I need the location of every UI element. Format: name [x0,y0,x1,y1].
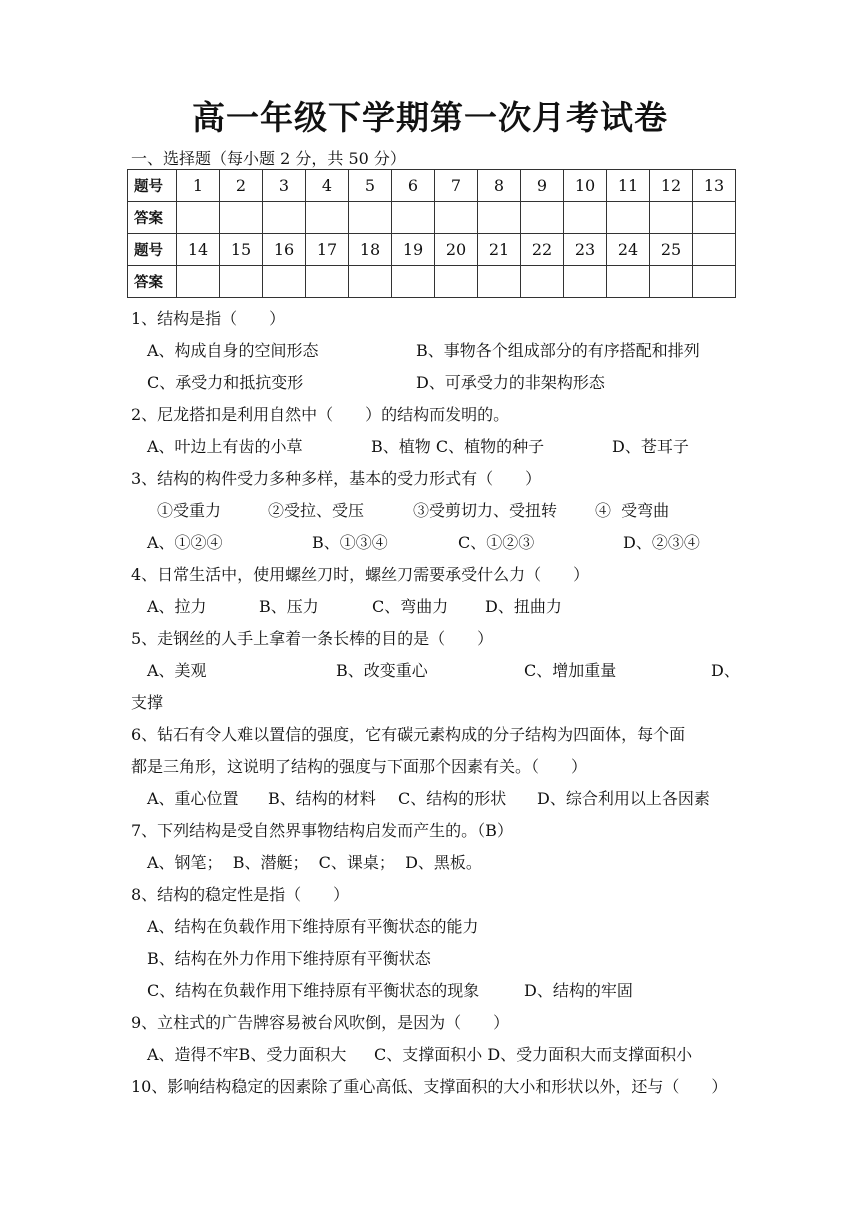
option-text: A、钢笔； B、潜艇； C、课桌； D、黑板。 [147,853,482,872]
answer-cell[interactable] [521,202,564,234]
option-text: A、构成自身的空间形态 [147,341,319,360]
answer-cell[interactable] [521,266,564,298]
question-number: 17 [306,234,349,266]
option-text: A、①②④ [147,533,223,552]
answer-cell[interactable] [478,202,521,234]
question-number: 9 [521,170,564,202]
statement-text: ④ 受弯曲 [595,501,670,520]
question-1-stem: 1、结构是指（ ） [131,309,286,328]
option-text: C、①②③ [458,533,535,552]
option-text: C、结构的形状 [398,789,507,808]
answer-cell[interactable] [220,202,263,234]
answer-cell[interactable] [306,202,349,234]
question-3-stem: 3、结构的构件受力多种多样，基本的受力形式有（ ） [131,469,542,488]
answer-cell[interactable] [392,266,435,298]
option-text: D、 [711,661,740,680]
answer-cell[interactable] [650,202,693,234]
question-number: 22 [521,234,564,266]
answer-cell[interactable] [693,266,736,298]
option-text: C、承受力和抵抗变形 [147,373,304,392]
question-number: 10 [564,170,607,202]
answer-cell[interactable] [435,266,478,298]
answer-cell[interactable] [693,202,736,234]
answer-cell[interactable] [349,266,392,298]
question-number: 16 [263,234,306,266]
row-label: 答案 [128,266,177,298]
question-7-stem: 7、下列结构是受自然界事物结构启发而产生的。（B） [131,821,513,840]
answer-cell[interactable] [177,266,220,298]
option-text: A、美观 [147,661,207,680]
option-text: B、事物各个组成部分的有序搭配和排列 [416,341,700,360]
answer-grid [127,169,736,298]
section-heading: 一、选择题（每小题 2 分，共 50 分） [131,149,406,168]
question-number-row [128,170,736,202]
question-9-stem: 9、立柱式的广告牌容易被台风吹倒，是因为（ ） [131,1013,510,1032]
question-number: 20 [435,234,478,266]
option-text: C、支撑面积小 D、受力面积大而支撑面积小 [374,1045,693,1064]
answer-cell[interactable] [435,202,478,234]
question-number: 12 [650,170,693,202]
question-number: 25 [650,234,693,266]
question-number: 14 [177,234,220,266]
answer-cell[interactable] [607,202,650,234]
answer-cell[interactable] [564,202,607,234]
question-number: 23 [564,234,607,266]
question-number: 6 [392,170,435,202]
row-label: 答案 [128,202,177,234]
option-text: B、①③④ [312,533,388,552]
answer-cell[interactable] [263,202,306,234]
option-text: A、拉力 [147,597,207,616]
question-10-stem: 10、影响结构稳定的因素除了重心高低、支撑面积的大小和形状以外，还与（ ） [131,1077,728,1096]
question-number: 5 [349,170,392,202]
answer-cell[interactable] [392,202,435,234]
option-text: C、结构在负载作用下维持原有平衡状态的现象 [147,981,480,1000]
answer-cell[interactable] [349,202,392,234]
option-text: A、重心位置 [147,789,239,808]
row-label: 题号 [128,170,177,202]
option-text: D、可承受力的非架构形态 [416,373,605,392]
exam-title: 高一年级下学期第一次月考试卷 [192,98,668,137]
question-8-stem: 8、结构的稳定性是指（ ） [131,885,350,904]
statement-text: ①受重力 [157,501,222,520]
question-number: 13 [693,170,736,202]
answer-cell[interactable] [650,266,693,298]
answer-cell[interactable] [306,266,349,298]
question-6-stem: 6、钻石有令人难以置信的强度，它有碳元素构成的分子结构为四面体，每个面 [131,725,686,744]
question-number-row [128,234,736,266]
question-2-stem: 2、尼龙搭扣是利用自然中（ ）的结构而发明的。 [131,405,510,424]
option-text: B、压力 [259,597,319,616]
question-number: 18 [349,234,392,266]
option-text: D、结构的牢固 [524,981,633,1000]
option-text: D、②③④ [623,533,700,552]
question-number: 1 [177,170,220,202]
option-text: A、叶边上有齿的小草 [147,437,303,456]
question-number: 8 [478,170,521,202]
question-number: 3 [263,170,306,202]
answer-cell[interactable] [607,266,650,298]
question-number: 24 [607,234,650,266]
statement-text: ③受剪切力、受扭转 [413,501,558,520]
question-number: 15 [220,234,263,266]
question-number: 19 [392,234,435,266]
option-text: B、植物 C、植物的种子 [371,437,545,456]
question-number: 4 [306,170,349,202]
option-text: A、造得不牢B、受力面积大 [147,1045,347,1064]
question-number [693,234,736,266]
row-label: 题号 [128,234,177,266]
question-5-stem: 5、走钢丝的人手上拿着一条长棒的目的是（ ） [131,629,494,648]
option-text: B、结构的材料 [268,789,376,808]
option-text: C、增加重量 [524,661,617,680]
answer-cell[interactable] [478,266,521,298]
question-number: 7 [435,170,478,202]
option-text: C、弯曲力 [372,597,449,616]
answer-cell[interactable] [177,202,220,234]
answer-row [128,266,736,298]
answer-cell[interactable] [564,266,607,298]
question-4-stem: 4、日常生活中，使用螺丝刀时，螺丝刀需要承受什么力（ ） [131,565,590,584]
option-text: D、综合利用以上各因素 [537,789,710,808]
question-6-stem-continued: 都是三角形，这说明了结构的强度与下面那个因素有关。（ ） [131,757,588,776]
question-number: 21 [478,234,521,266]
option-text: D、扭曲力 [485,597,562,616]
option-text: B、改变重心 [336,661,428,680]
answer-cell[interactable] [220,266,263,298]
question-number: 11 [607,170,650,202]
question-number: 2 [220,170,263,202]
option-text-continued: 支撑 [131,693,164,712]
answer-cell[interactable] [263,266,306,298]
statement-text: ②受拉、受压 [268,501,365,520]
option-text: B、结构在外力作用下维持原有平衡状态 [147,949,431,968]
option-text: A、结构在负载作用下维持原有平衡状态的能力 [147,917,479,936]
option-text: D、苍耳子 [612,437,689,456]
answer-row [128,202,736,234]
